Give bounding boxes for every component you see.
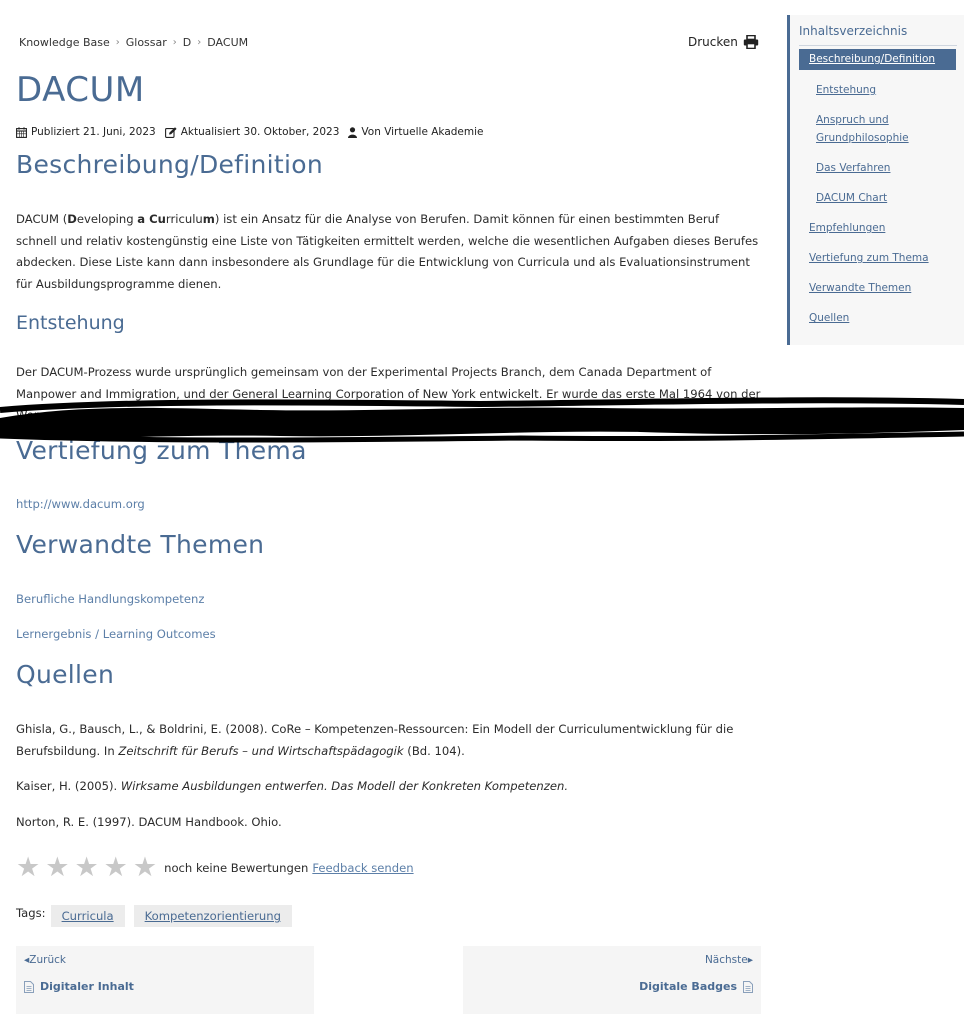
rating-star-icon[interactable]: ★	[45, 852, 70, 883]
reference-norton: Norton, R. E. (1997). DACUM Handbook. Ohio.	[16, 815, 282, 829]
heading-origin: Entstehung	[16, 312, 125, 334]
definition-paragraph: DACUM (Developing a Curriculum) ist ein Ansatz für die Analyse von Berufen. Damit können für einen bestimmten Beruf schnell und relativ kostengünstig eine Liste von Tätigkeiten ermittelt werden, welche die wesentlichen Aufgaben dieses Berufes abdecken. Diese Liste kann dann insbesondere als Grundlage für die Entwicklung von Curricula und als Evaluationsinstrument für Ausbildungsprogramme dienen.	[16, 212, 759, 292]
breadcrumb-glossar[interactable]: Glossar	[125, 36, 167, 49]
print-button[interactable]	[688, 35, 759, 49]
published-date	[16, 126, 156, 138]
related-link-learning-outcomes[interactable]: Lernergebnis / Learning Outcomes	[16, 627, 216, 641]
dacum-website-link[interactable]: http://www.dacum.org	[16, 497, 145, 511]
author	[348, 126, 483, 138]
updated-text: Aktualisiert 30. Oktober, 2023	[180, 126, 340, 138]
document-icon	[743, 981, 753, 993]
origin-paragraph: Der DACUM-Prozess wurde ursprünglich gemeinsam von der Experimental Projects Branch, dem Canada Department of Manpower and Immigration, und der General Learning Corporation of New York entwickelt. Er wurde das erste Mal 1964 von der	[16, 365, 761, 401]
toc-item-entstehung[interactable]: Entstehung	[816, 84, 877, 96]
toc-item-empfehlungen[interactable]: Empfehlungen	[809, 222, 886, 234]
feedback-link[interactable]: Feedback senden	[312, 860, 414, 875]
tag-curricula[interactable]: Curricula	[51, 905, 125, 927]
document-icon	[24, 981, 34, 993]
next-title: Digitale Badges	[639, 980, 753, 993]
print-label: Drucken	[688, 35, 738, 49]
page-title: DACUM	[16, 70, 145, 110]
post-meta	[16, 126, 492, 138]
toc-item-dacum-chart[interactable]: DACUM Chart	[816, 192, 888, 204]
rating-text: noch keine Bewertungen	[164, 860, 309, 875]
toc-item-verwandte-themen[interactable]: Verwandte Themen	[809, 282, 912, 294]
toc-divider	[799, 45, 957, 46]
edit-icon	[165, 127, 177, 138]
printer-icon	[743, 35, 759, 49]
updated-date	[165, 126, 340, 138]
reference-kaiser: Kaiser, H. (2005). Wirksame Ausbildungen entwerfen. Das Modell der Konkreten Kompetenzen.	[16, 779, 569, 793]
calendar-icon	[16, 127, 27, 138]
tags-row	[16, 905, 301, 927]
breadcrumb	[19, 36, 248, 49]
user-icon	[348, 127, 357, 138]
tags-label: Tags:	[16, 906, 46, 920]
heading-definition: Beschreibung/Definition	[16, 150, 324, 179]
rating-star-icon[interactable]: ★	[103, 852, 128, 883]
heading-deepening: Vertiefung zum Thema	[16, 436, 307, 465]
table-of-contents	[787, 15, 964, 345]
previous-title: Digitaler Inhalt	[24, 980, 134, 993]
rating-star-icon[interactable]: ★	[74, 852, 99, 883]
breadcrumb-separator-icon: ›	[172, 37, 177, 48]
heading-related: Verwandte Themen	[16, 530, 265, 559]
breadcrumb-d[interactable]: D	[182, 36, 192, 49]
previous-label: ◂Zurück	[24, 954, 66, 966]
toc-item-anspruch[interactable]: Anspruch und Grundphilosophie	[816, 114, 909, 144]
redaction-scribble	[0, 396, 964, 446]
reference-ghisla: Ghisla, G., Bausch, L., & Boldrini, E. (2008). CoRe – Kompetenzen-Ressourcen: Ein Modell der Curriculumentwicklung für die Berufsbildung. In Zeitschrift für Berufs – und Wirtschaftspädagogik (Bd. 104).	[16, 722, 734, 758]
heading-sources: Quellen	[16, 660, 115, 689]
rating-star-icon[interactable]: ★	[132, 852, 158, 883]
toc-item-vertiefung[interactable]: Vertiefung zum Thema	[809, 252, 929, 264]
next-label: Nächste▸	[704, 954, 753, 966]
toc-title: Inhaltsverzeichnis	[799, 24, 908, 38]
rating-star-icon[interactable]: ★	[16, 852, 41, 883]
breadcrumb-separator-icon: ›	[197, 37, 202, 48]
breadcrumb-current: DACUM	[207, 36, 249, 49]
tag-kompetenzorientierung[interactable]: Kompetenzorientierung	[134, 905, 292, 927]
previous-article-link[interactable]	[16, 946, 314, 1014]
related-link-handlungskompetenz[interactable]: Berufliche Handlungskompetenz	[16, 592, 205, 606]
breadcrumb-separator-icon: ›	[115, 37, 120, 48]
toc-item-verfahren[interactable]: Das Verfahren	[816, 162, 891, 174]
published-text: Publiziert 21. Juni, 2023	[31, 126, 156, 138]
toc-item-definition[interactable]: Beschreibung/Definition	[799, 49, 956, 70]
toc-item-quellen[interactable]: Quellen	[809, 312, 850, 324]
breadcrumb-knowledge-base[interactable]: Knowledge Base	[19, 36, 110, 49]
author-text: Von Virtuelle Akademie	[361, 126, 484, 138]
next-article-link[interactable]	[463, 946, 761, 1014]
rating-widget	[16, 854, 414, 881]
